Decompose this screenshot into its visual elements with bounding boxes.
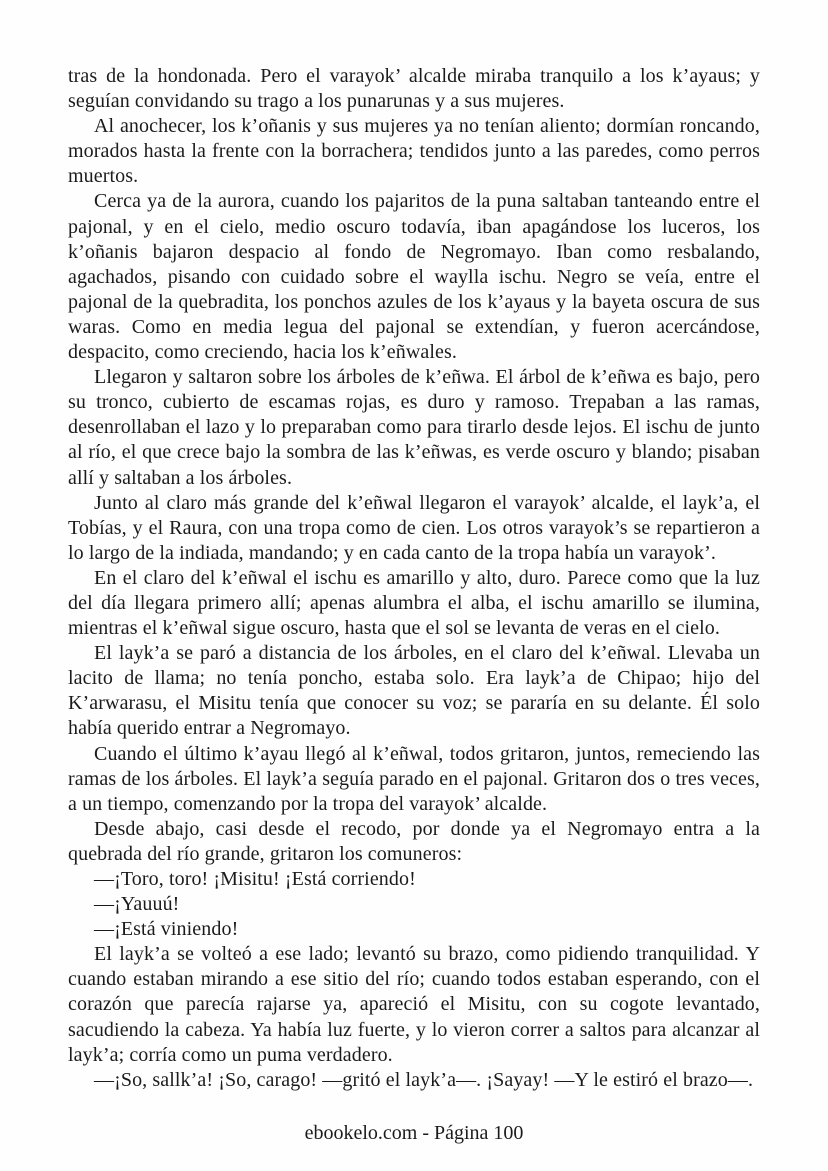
paragraph: Desde abajo, casi desde el recodo, por donde ya el Negromayo entra a la quebrada del río grande, gritaron los comuneros: — [68, 817, 760, 865]
paragraph: Cuando el último k’ayau llegó al k’eñwal, todos gritaron, juntos, remeciendo las ramas de los árboles. El layk’a seguía parado en el pajonal. Gritaron dos o tres veces, a un tiempo, comenzando por la tropa del varayok’ alcalde. — [68, 742, 760, 815]
paragraph: Cerca ya de la aurora, cuando los pajaritos de la puna saltaban tanteando entre el pajonal, y en el cielo, medio oscuro todavía, iban apagándose los luceros, los k’oñanis bajaron despacio al fondo de Negromayo. Iban como resbalando, agachados, pisando con cuidado sobre el waylla ischu. Negro se veía, entre el pajonal de la quebradita, los ponchos azules de los k’ayaus y la bayeta oscura de sus waras. Como en media legua del pajonal se extendían, y fueron acercándose, despacito, como creciendo, hacia los k’eñwales. — [68, 190, 760, 364]
dialogue-line: —¡Toro, toro! ¡Misitu! ¡Está corriendo! — [94, 868, 416, 890]
page-text — [68, 64, 760, 1093]
paragraph: Junto al claro más grande del k’eñwal llegaron el varayok’ alcalde, el layk’a, el Tobías, y el Raura, con una tropa como de cien. Los otros varayok’s se repartieron a lo largo de la indiada, mandando; y en cada canto de la tropa había un varayok’. — [68, 491, 760, 564]
paragraph: Llegaron y saltaron sobre los árboles de k’eñwa. El árbol de k’eñwa es bajo, pero su tronco, cubierto de escamas rojas, es duro y ramoso. Trepaban a las ramas, desenrollaban el lazo y lo preparaban como para tirarlo desde lejos. El ischu de junto al río, el que crece bajo la sombra de las k’eñwas, es verde oscuro y blando; pisaban allí y saltaban a los árboles. — [68, 366, 760, 489]
paragraph: El layk’a se paró a distancia de los árboles, en el claro del k’eñwal. Llevaba un lacito de llama; no tenía poncho, estaba solo. Era layk’a de Chipao; hijo del K’arwarasu, el Misitu tenía que conocer su voz; se pararía en su delante. Él solo había querido entrar a Negromayo. — [68, 642, 760, 740]
dialogue-line: —¡Yauuú! — [94, 893, 180, 916]
paragraph: tras de la hondonada. Pero el varayok’ alcalde miraba tranquilo a los k’ayaus; y seguían convidando su trago a los punarunas y a sus mujeres. — [68, 65, 760, 113]
dialogue-line: —¡Está viniendo! — [94, 918, 239, 941]
paragraph: Al anochecer, los k’oñanis y sus mujeres ya no tenían aliento; dormían roncando, morados hasta la frente con la borrachera; tendidos junto a las paredes, como perros muertos. — [68, 115, 760, 188]
dialogue-line: —¡So, sallk’a! ¡So, carago! —gritó el layk’a—. ¡Sayay! —Y le estiró el brazo—. — [94, 1068, 754, 1091]
paragraph: En el claro del k’eñwal el ischu es amarillo y alto, duro. Parece como que la luz del día llegara primero allí; apenas alumbra el alba, el ischu amarillo se ilumina, mientras el k’eñwal sigue oscuro, hasta que el sol se levanta de veras en el cielo. — [68, 566, 760, 640]
paragraph: El layk’a se volteó a ese lado; levantó su brazo, como pidiendo tranquilidad. Y cuando estaban mirando a ese sitio del río; cuando todos estaban esperando, con el corazón que parecía rajarse ya, apareció el Misitu, con su cogote levantado, sacudiendo la cabeza. Ya había luz fuerte, y lo vieron correr a saltos para alcanzar al layk’a; corría como un puma verdadero. — [68, 943, 760, 1066]
page-footer: ebookelo.com - Página 100 — [304, 1122, 524, 1144]
